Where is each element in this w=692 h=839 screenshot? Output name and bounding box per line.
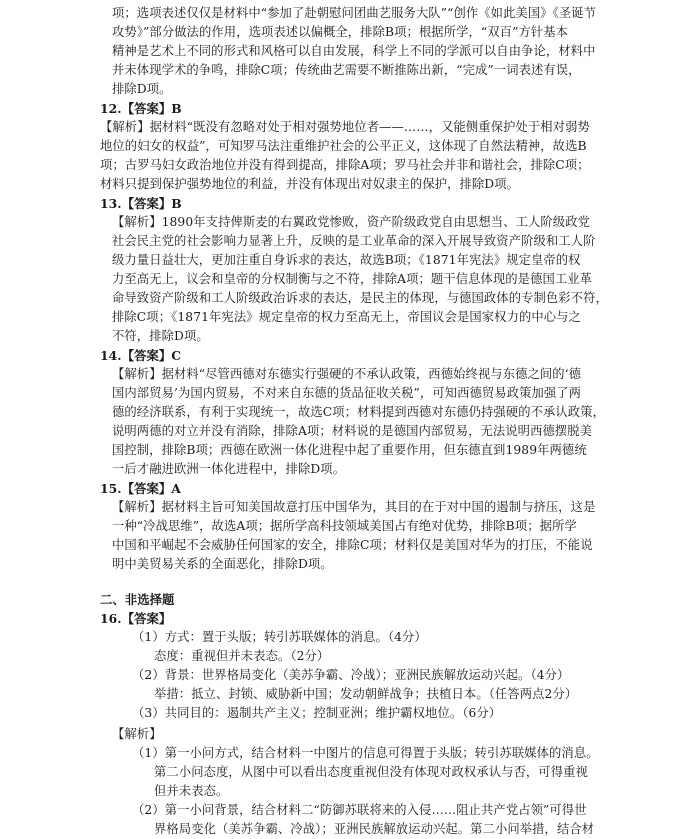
answer-line: （3）共同目的：遏制共产主义；控制亚洲；维护霸权地位。（6分）	[132, 706, 502, 720]
text-line: 项；选项表述仅仅是材料中“参加了赴朝慰问团曲艺服务大队”“创作《如此美国》《圣诞节	[112, 6, 597, 20]
q14-block	[100, 346, 656, 479]
answer-heading: 15.【答案】A	[100, 481, 181, 496]
q12-block	[100, 99, 656, 194]
explanation-line: （1）第一小问方式，结合材料一中图片的信息可得置于头版；转引苏联媒体的消息。	[132, 746, 599, 760]
text-line: 攻势》”部分做法的作用，选项表述以偏概全，排除B项；根据所学，“双百”方针基本	[112, 25, 569, 39]
explanation-line: （2）第一小问背景，结合材料二“防御苏联将来的入侵……阻止共产党占领”可得世	[132, 803, 587, 817]
text-line: 【解析】据材料“尽管西德对东德实行强硬的不承认政策，西德始终视与东德之间的‘德	[112, 367, 582, 381]
explanation-line: 但并未表态。	[154, 784, 229, 798]
section-heading: 二、非选择题	[100, 592, 175, 607]
answer-heading: 12.【答案】B	[100, 101, 182, 116]
answer-line: 举措：抵立、封锁、威胁新中国；发动朝鲜战争；扶植日本。（任答两点2分）	[154, 687, 578, 701]
answer-line: （1）方式：置于头版；转引苏联媒体的消息。（4分）	[132, 630, 427, 644]
text-line: 排除C项；《1871年宪法》规定皇帝的权力至高无上，帝国议会是国家权力的中心与之	[112, 310, 581, 324]
text-line: 明中美贸易关系的全面恶化，排除D项。	[112, 557, 333, 571]
explanation-line: 界格局变化（美苏争霸、冷战）；亚洲民族解放运动兴起。第二小问举措，结合材	[154, 822, 595, 836]
explanation-line: 第二小问态度，从图中可以看出态度重视但没有体现对政权承认与否，可得重视	[154, 765, 588, 779]
text-line: 说明两德的对立并没有消除，排除A项；材料说的是德国内部贸易，无法说明西德摆脱美	[112, 424, 593, 438]
answer-heading: 16.【答案】	[100, 611, 172, 626]
answer-heading: 14.【答案】C	[100, 348, 182, 363]
text-line: 级力量日益壮大，更加注重自身诉求的表达，故选B项；《1871年宪法》规定皇帝的权	[112, 253, 581, 267]
text-line: 命导致资产阶级和工人阶级政治诉求的表达，是民主的体现，与德国政体的专制色彩不符，	[112, 291, 608, 305]
text-line: 中国和平崛起不会威胁任何国家的安全，排除C项；材料仅是美国对华为的打压，不能说	[112, 538, 593, 552]
answer-line: 态度：重视但并未表态。（2分）	[154, 649, 330, 663]
text-line: 国内部贸易’为国内贸易，不对来自东德的货品征收关税”，可知西德贸易政策加强了两	[112, 386, 582, 400]
text-line: 【解析】1890年支持俾斯麦的右翼政党惨败，资产阶级政党自由思想当、工人阶级政党	[112, 215, 590, 229]
text-line: 并未体现学术的争鸣，排除C项；传统曲艺需要不断推陈出新，“完成”一词表述有误，	[112, 63, 581, 77]
text-line: 精神是艺术上不同的形式和风格可以自由发展，科学上不同的学派可以自由争论，材料中	[112, 44, 596, 58]
answer-line: （2）背景：世界格局变化（美苏争霸、冷战）；亚洲民族解放运动兴起。（4分）	[132, 668, 570, 682]
q15-block	[100, 479, 656, 574]
explanation-heading: 【解析】	[112, 727, 162, 741]
text-line: 国控制，排除B项；西德在欧洲一体化进程中起了重要作用，但东德直到1989年两德统	[112, 443, 587, 457]
text-line: 不符，排除D项。	[112, 329, 209, 343]
text-line: 力至高无上，议会和皇帝的分权制衡与之不符，排除A项；题干信息体现的是德国工业革	[112, 272, 593, 286]
text-line: 材料只提到保护强势地位的利益，并没有体现出对奴隶主的保护，排除D项。	[100, 177, 520, 191]
text-line: 【解析】据材料“既没有忽略对处于相对强势地位者——……，又能侧重保护处于相对弱势	[100, 120, 590, 134]
text-line: 社会民主党的社会影响力显著上升，反映的是工业革命的深入开展导致资产阶级和工人阶	[112, 234, 596, 248]
text-line: 一种“冷战思维”，故选A项；据所学高科技领域美国占有绝对优势，排除B项；据所学	[112, 519, 577, 533]
text-line: 地位的妇女的权益”，可知罗马法注重维护社会的公平正义，这体现了自然法精神，故选B	[100, 139, 587, 153]
text-line: 【解析】据材料主旨可知美国故意打压中国华为，其目的在于对中国的遏制与挤压，这是	[112, 500, 596, 514]
text-line: 一后才融进欧洲一体化进程中，排除D项。	[112, 462, 346, 476]
text-line: 项；古罗马妇女政治地位并没有得到提高，排除A项；罗马社会并非和谐社会，排除C项；	[100, 158, 590, 172]
q13-block	[100, 194, 656, 346]
text-line: 排除D项。	[112, 82, 172, 96]
answer-heading: 13.【答案】B	[100, 196, 182, 211]
q16-block	[100, 609, 656, 839]
text-line: 德的经济联系，有利于实现统一，故选C项；材料提到西德对东德仍持强硬的不承认政策，	[112, 405, 605, 419]
q11-tail	[100, 4, 656, 99]
